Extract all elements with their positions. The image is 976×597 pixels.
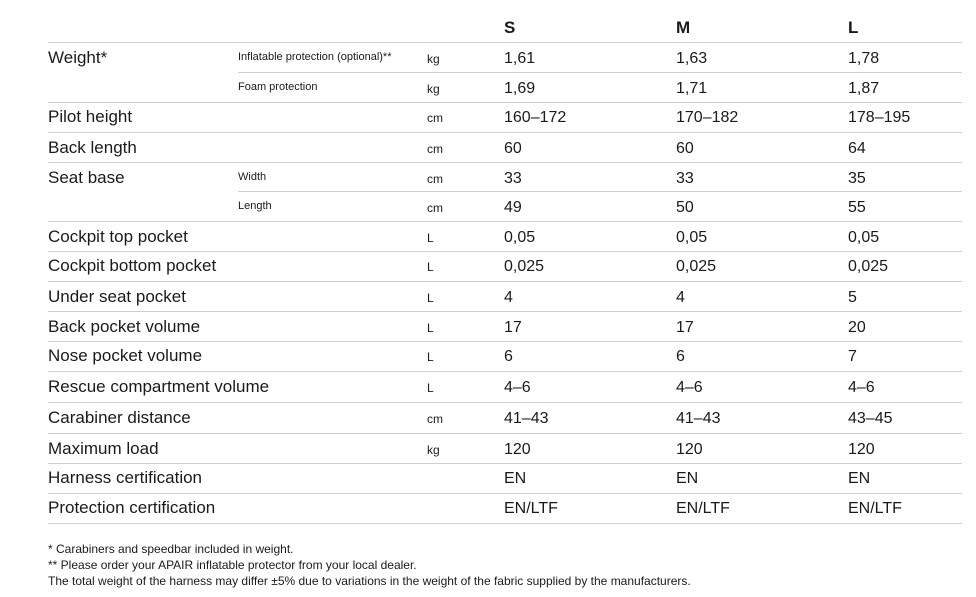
row-divider	[48, 433, 962, 434]
value-cell: 60	[504, 140, 522, 157]
row-unit: L	[427, 350, 434, 364]
value-cell: 55	[848, 199, 866, 216]
value-cell: 1,71	[676, 80, 708, 97]
value-cell: 5	[848, 289, 857, 306]
row-unit: cm	[427, 111, 443, 125]
column-header-s: S	[504, 18, 516, 37]
row-label: Under seat pocket	[48, 287, 186, 306]
value-cell: 4	[676, 289, 685, 306]
value-cell: 20	[848, 319, 866, 336]
row-unit: cm	[427, 142, 443, 156]
row-unit: L	[427, 291, 434, 305]
row-label: Seat base	[48, 168, 125, 187]
row-unit: cm	[427, 172, 443, 186]
value-cell: 43–45	[848, 410, 893, 427]
row-unit: cm	[427, 201, 443, 215]
value-cell: EN	[676, 470, 699, 487]
value-cell: 41–43	[504, 410, 549, 427]
value-cell: EN/LTF	[504, 500, 558, 517]
value-cell: 120	[676, 441, 703, 458]
row-divider	[238, 191, 962, 192]
column-header-m: M	[676, 18, 691, 37]
row-label: Maximum load	[48, 439, 159, 458]
value-cell: EN	[504, 470, 527, 487]
row-divider	[48, 221, 962, 222]
value-cell: 0,05	[504, 229, 536, 246]
row-label: Back length	[48, 138, 137, 157]
value-cell: EN/LTF	[676, 500, 730, 517]
row-label: Protection certification	[48, 498, 216, 517]
row-unit: kg	[427, 52, 440, 66]
row-unit: kg	[427, 82, 440, 96]
value-cell: 33	[676, 170, 694, 187]
footnote-protector: ** Please order your APAIR inflatable protector from your local dealer.	[48, 558, 417, 572]
value-cell: 50	[676, 199, 694, 216]
value-cell: 0,05	[848, 229, 880, 246]
footnote-weight: * Carabiners and speedbar included in weight.	[48, 542, 294, 556]
value-cell: 0,025	[504, 258, 545, 275]
value-cell: 35	[848, 170, 866, 187]
footnote-tolerance: The total weight of the harness may differ ±5% due to variations in the weight of the fabric supplied by the manufacturers.	[48, 574, 691, 588]
row-unit: cm	[427, 412, 443, 426]
row-divider	[48, 463, 962, 464]
row-unit: L	[427, 260, 434, 274]
value-cell: 1,78	[848, 50, 880, 67]
row-divider	[48, 102, 962, 103]
row-label: Cockpit bottom pocket	[48, 256, 217, 275]
row-divider	[48, 523, 962, 524]
value-cell: 1,61	[504, 50, 536, 67]
row-divider	[48, 251, 962, 252]
row-unit: L	[427, 231, 434, 245]
row-unit: L	[427, 381, 434, 395]
value-cell: 0,05	[676, 229, 708, 246]
row-label: Rescue compartment volume	[48, 377, 270, 396]
value-cell: 7	[848, 348, 857, 365]
value-cell: 0,025	[848, 258, 889, 275]
value-cell: EN/LTF	[848, 500, 902, 517]
row-divider	[48, 132, 962, 133]
value-cell: EN	[848, 470, 871, 487]
row-sublabel: Foam protection	[238, 81, 318, 93]
row-divider	[238, 72, 962, 73]
row-label: Harness certification	[48, 468, 203, 487]
value-cell: 170–182	[676, 109, 739, 126]
value-cell: 178–195	[848, 109, 911, 126]
row-divider	[48, 371, 962, 372]
row-divider	[48, 281, 962, 282]
value-cell: 4–6	[848, 379, 875, 396]
row-label: Cockpit top pocket	[48, 227, 188, 246]
row-divider	[48, 493, 962, 494]
value-cell: 120	[848, 441, 875, 458]
value-cell: 64	[848, 140, 866, 157]
row-unit: kg	[427, 443, 440, 457]
column-header-l: L	[848, 18, 859, 37]
value-cell: 160–172	[504, 109, 567, 126]
value-cell: 4	[504, 289, 513, 306]
value-cell: 0,025	[676, 258, 717, 275]
row-label: Weight*	[48, 48, 108, 67]
value-cell: 6	[676, 348, 685, 365]
row-unit: L	[427, 321, 434, 335]
row-divider	[48, 402, 962, 403]
row-divider	[48, 162, 962, 163]
value-cell: 33	[504, 170, 522, 187]
row-label: Pilot height	[48, 107, 133, 126]
row-divider	[48, 42, 962, 43]
row-sublabel: Length	[238, 200, 272, 212]
row-label: Carabiner distance	[48, 408, 191, 427]
row-sublabel: Width	[238, 171, 267, 183]
value-cell: 120	[504, 441, 531, 458]
row-label: Back pocket volume	[48, 317, 201, 336]
row-divider	[48, 341, 962, 342]
value-cell: 60	[676, 140, 694, 157]
value-cell: 41–43	[676, 410, 721, 427]
value-cell: 17	[504, 319, 522, 336]
footnotes	[48, 541, 691, 589]
value-cell: 4–6	[504, 379, 531, 396]
value-cell: 4–6	[676, 379, 703, 396]
row-label: Nose pocket volume	[48, 346, 203, 365]
value-cell: 49	[504, 199, 522, 216]
value-cell: 1,87	[848, 80, 880, 97]
value-cell: 1,63	[676, 50, 708, 67]
value-cell: 17	[676, 319, 694, 336]
value-cell: 1,69	[504, 80, 536, 97]
value-cell: 6	[504, 348, 513, 365]
row-sublabel: Inflatable protection (optional)**	[238, 51, 392, 63]
row-divider	[48, 311, 962, 312]
